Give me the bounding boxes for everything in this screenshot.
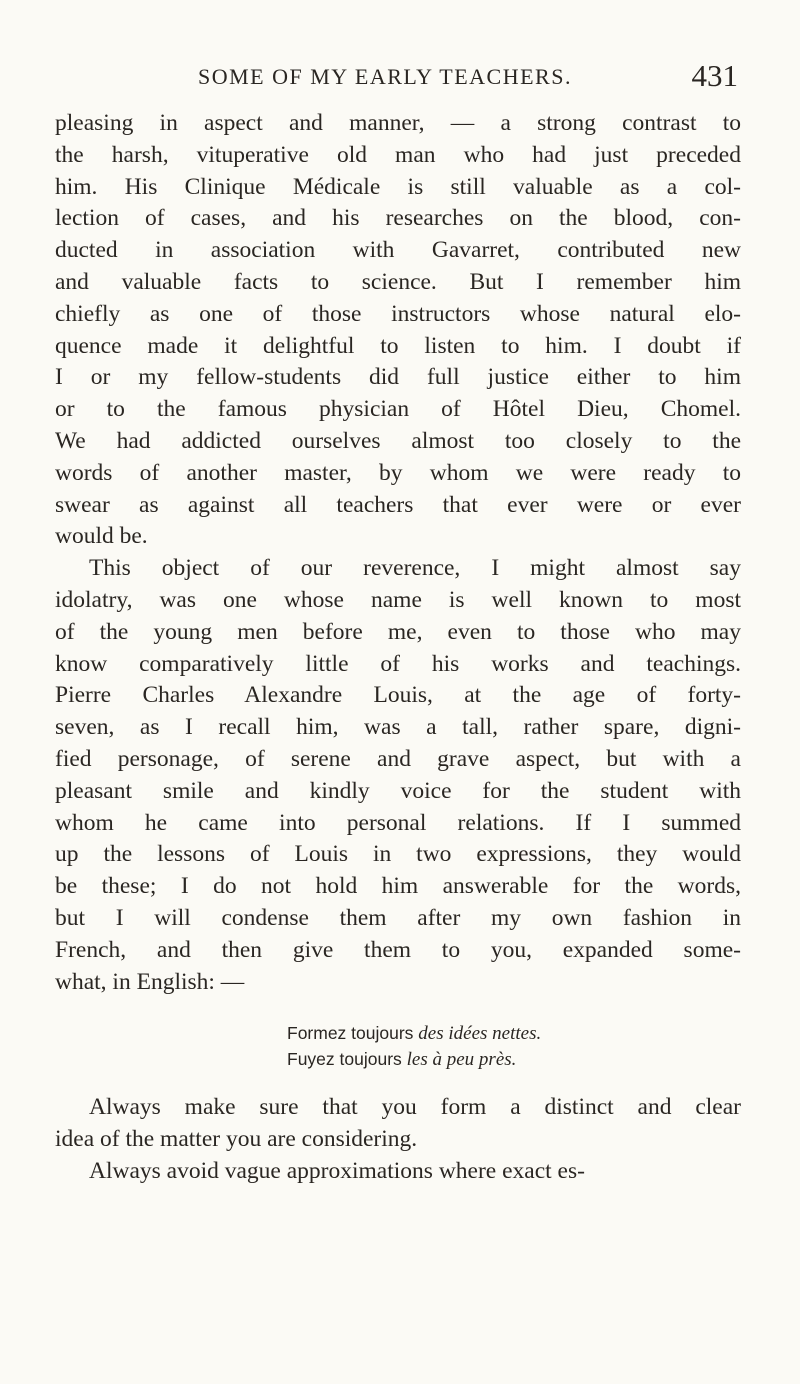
- text-line: know comparatively little of his works and teachings.: [55, 650, 741, 677]
- maxim-line: [55, 1046, 741, 1072]
- text-line: would be.: [55, 523, 148, 550]
- text-line: him. His Clinique Médicale is still valuable as a col-: [55, 173, 741, 200]
- text-line: what, in English: —: [55, 968, 245, 995]
- text-line: chiefly as one of those instructors whose natural elo-: [55, 300, 741, 327]
- text-line: swear as against all teachers that ever were or ever: [55, 491, 741, 518]
- running-head-title: SOME OF MY EARLY TEACHERS.: [198, 64, 572, 89]
- maxim-line: [55, 1020, 741, 1046]
- french-maxims: [55, 1020, 741, 1072]
- maxim-roman: Formez toujours: [287, 1023, 419, 1044]
- maxim-roman: Fuyez toujours: [287, 1049, 407, 1070]
- text-line: fied personage, of serene and grave aspect, but with a: [55, 745, 741, 772]
- text-line: I or my fellow-students did full justice either to him: [55, 364, 741, 391]
- text-line: Always avoid vague approximations where exact es-: [89, 1157, 585, 1184]
- text-line: quence made it delightful to listen to him. I doubt if: [55, 332, 741, 359]
- paragraph-louis: [55, 553, 741, 998]
- text-line: pleasant smile and kindly voice for the student with: [55, 777, 741, 804]
- text-line: lection of cases, and his researches on the blood, con-: [55, 205, 741, 232]
- text-line: French, and then give them to you, expanded some-: [55, 936, 741, 963]
- text-line: be these; I do not hold him answerable for the words,: [55, 873, 741, 900]
- text-line: idolatry, was one whose name is well known to most: [55, 586, 741, 613]
- text-line: whom he came into personal relations. If I summed: [55, 809, 741, 836]
- text-line: pleasing in aspect and manner, — a strong contrast to: [55, 110, 741, 136]
- text-line: and valuable facts to science. But I remember him: [55, 268, 741, 295]
- paragraph-avoid-approximations: [55, 1156, 741, 1188]
- text-line: up the lessons of Louis in two expressions, they would: [55, 841, 741, 868]
- maxim-italic: des idées nettes.: [418, 1023, 542, 1045]
- running-head: [198, 58, 738, 92]
- paragraph-continued: [55, 108, 741, 553]
- text-line: Always make sure that you form a distinct and clear: [89, 1094, 741, 1121]
- text-line: or to the famous physician of Hôtel Dieu, Chomel.: [55, 396, 741, 423]
- maxim-italic: les à peu près.: [406, 1049, 517, 1071]
- text-line: but I will condense them after my own fashion in: [55, 904, 741, 931]
- body-text: [55, 108, 741, 1188]
- text-line: We had addicted ourselves almost too closely to the: [55, 427, 741, 454]
- paragraph-distinct-idea: [55, 1092, 741, 1156]
- text-line: of the young men before me, even to those who may: [55, 618, 741, 645]
- text-line: the harsh, vituperative old man who had just preceded: [55, 141, 741, 168]
- text-line: This object of our reverence, I might almost say: [89, 555, 741, 582]
- text-line: words of another master, by whom we were ready to: [55, 459, 741, 486]
- text-line: ducted in association with Gavarret, contributed new: [55, 237, 741, 264]
- page-number: 431: [691, 58, 738, 93]
- text-line: seven, as I recall him, was a tall, rather spare, digni-: [55, 714, 741, 741]
- text-line: idea of the matter you are considering.: [55, 1126, 418, 1153]
- text-line: Pierre Charles Alexandre Louis, at the age of forty-: [55, 682, 741, 709]
